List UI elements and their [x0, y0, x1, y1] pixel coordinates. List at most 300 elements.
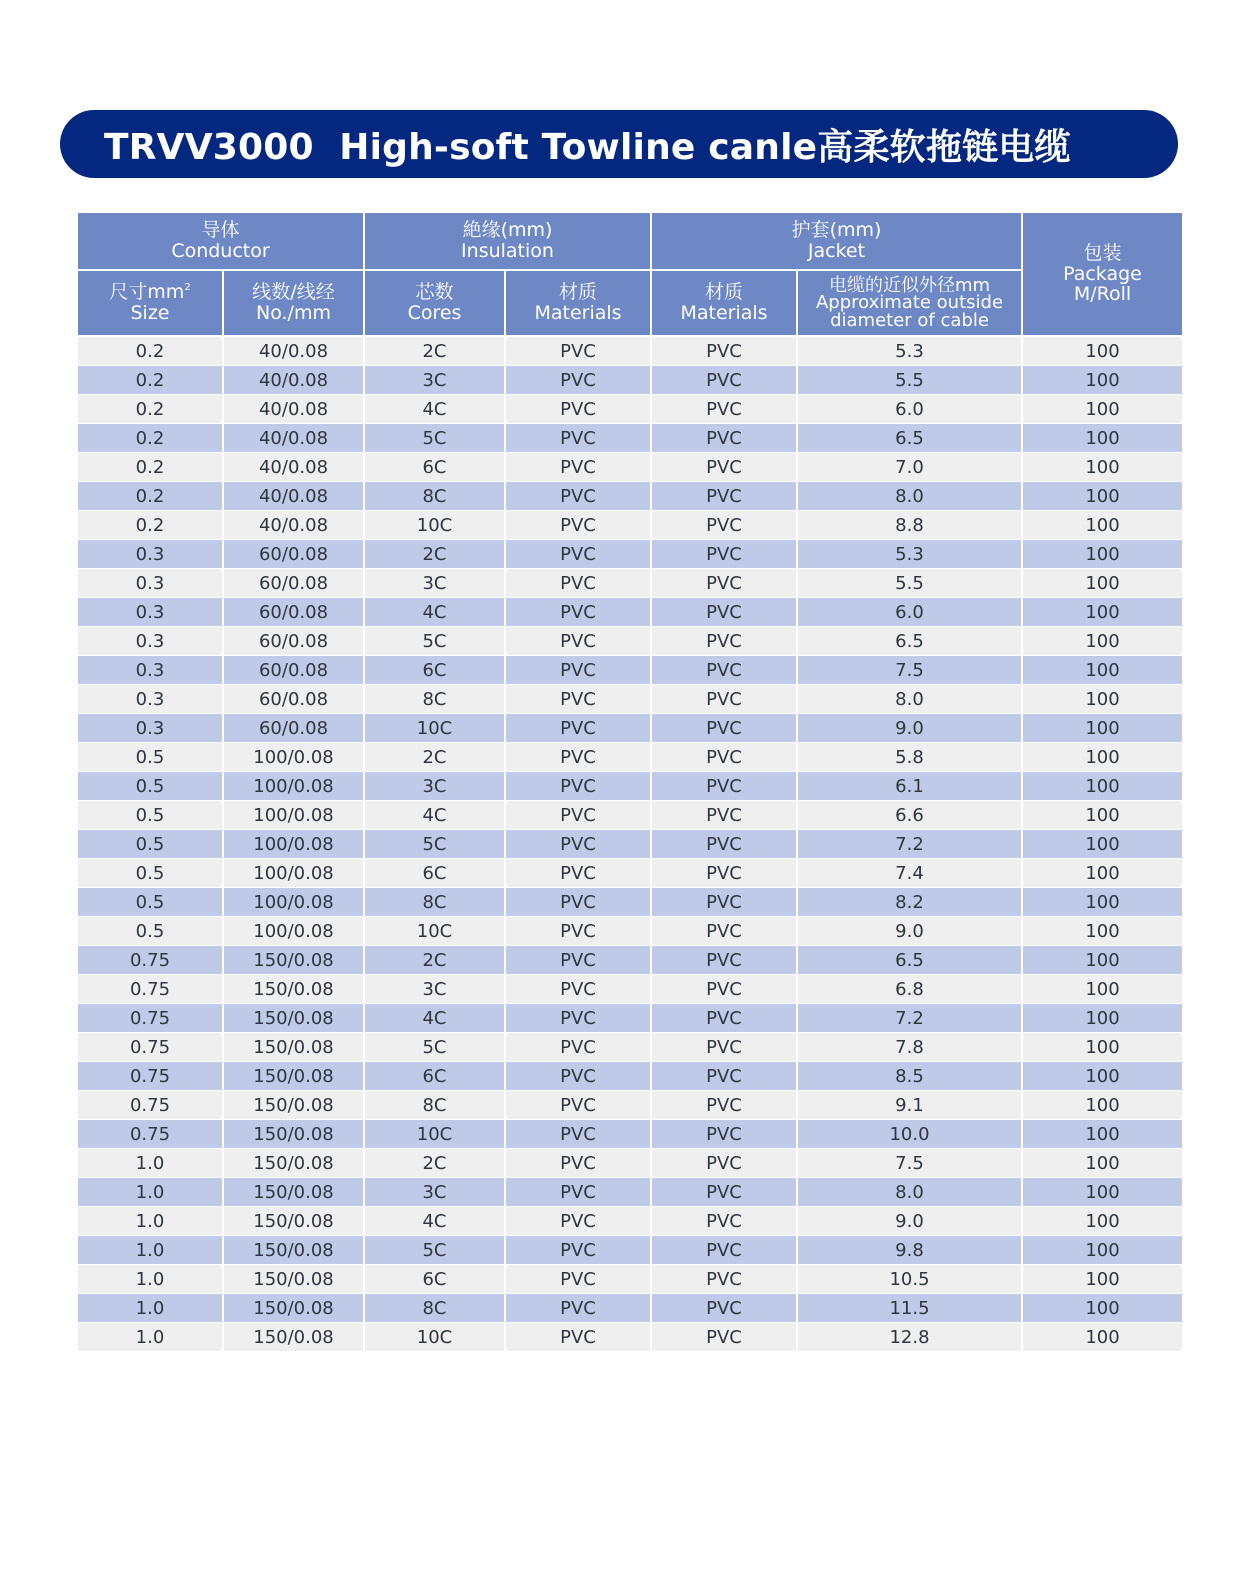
cell-package: 100 — [1022, 917, 1183, 946]
cell-jacket-material: PVC — [651, 1149, 797, 1178]
title-banner — [60, 110, 1178, 178]
cell-wire: 40/0.08 — [223, 424, 364, 453]
cell-outside-diameter: 7.8 — [797, 1033, 1022, 1062]
cell-package: 100 — [1022, 627, 1183, 656]
cell-wire: 150/0.08 — [223, 1120, 364, 1149]
cell-outside-diameter: 8.0 — [797, 482, 1022, 511]
cell-wire: 40/0.08 — [223, 511, 364, 540]
cell-jacket-material: PVC — [651, 743, 797, 772]
cell-outside-diameter: 5.5 — [797, 366, 1022, 395]
cell-cores: 4C — [364, 1207, 505, 1236]
cell-cores: 6C — [364, 859, 505, 888]
cell-insulation-material: PVC — [505, 482, 651, 511]
cell-outside-diameter: 11.5 — [797, 1294, 1022, 1323]
cell-insulation-material: PVC — [505, 1294, 651, 1323]
cell-size: 0.3 — [77, 627, 223, 656]
table-row — [77, 1091, 1183, 1120]
cell-package: 100 — [1022, 1178, 1183, 1207]
cell-package: 100 — [1022, 888, 1183, 917]
header-jacket-zh: 护套(mm) — [791, 219, 882, 242]
header-diameter-zh: 电缆的近似外径mm — [828, 274, 991, 296]
cell-insulation-material: PVC — [505, 395, 651, 424]
cell-wire: 150/0.08 — [223, 1062, 364, 1091]
cell-size: 0.2 — [77, 511, 223, 540]
cell-package: 100 — [1022, 598, 1183, 627]
cell-wire: 60/0.08 — [223, 685, 364, 714]
cell-insulation-material: PVC — [505, 569, 651, 598]
cell-insulation-material: PVC — [505, 830, 651, 859]
cell-insulation-material: PVC — [505, 1004, 651, 1033]
cell-cores: 4C — [364, 598, 505, 627]
cell-wire: 60/0.08 — [223, 540, 364, 569]
cell-outside-diameter: 7.4 — [797, 859, 1022, 888]
cell-package: 100 — [1022, 1033, 1183, 1062]
table-row — [77, 743, 1183, 772]
cell-size: 0.5 — [77, 888, 223, 917]
cell-jacket-material: PVC — [651, 801, 797, 830]
table-row — [77, 1149, 1183, 1178]
header-ins-material-zh: 材质 — [558, 281, 597, 304]
cell-package: 100 — [1022, 1091, 1183, 1120]
cell-wire: 100/0.08 — [223, 917, 364, 946]
cell-insulation-material: PVC — [505, 1033, 651, 1062]
cell-jacket-material: PVC — [651, 830, 797, 859]
cell-package: 100 — [1022, 801, 1183, 830]
cell-cores: 10C — [364, 917, 505, 946]
cell-insulation-material: PVC — [505, 946, 651, 975]
cell-size: 0.75 — [77, 975, 223, 1004]
cell-size: 1.0 — [77, 1178, 223, 1207]
cell-size: 1.0 — [77, 1265, 223, 1294]
cell-outside-diameter: 8.2 — [797, 888, 1022, 917]
cell-wire: 40/0.08 — [223, 336, 364, 366]
cell-cores: 6C — [364, 1265, 505, 1294]
cell-wire: 60/0.08 — [223, 598, 364, 627]
cell-outside-diameter: 9.0 — [797, 1207, 1022, 1236]
table-row — [77, 830, 1183, 859]
cell-jacket-material: PVC — [651, 366, 797, 395]
header-jacket-material-zh: 材质 — [704, 281, 743, 304]
cell-cores: 10C — [364, 511, 505, 540]
cell-size: 0.5 — [77, 830, 223, 859]
cell-cores: 5C — [364, 424, 505, 453]
cell-size: 0.3 — [77, 598, 223, 627]
header-wire-en: No./mm — [256, 302, 331, 324]
cell-size: 0.2 — [77, 366, 223, 395]
cell-insulation-material: PVC — [505, 1091, 651, 1120]
spec-table-body — [77, 336, 1183, 1352]
cell-package: 100 — [1022, 511, 1183, 540]
table-row — [77, 1004, 1183, 1033]
table-row — [77, 1265, 1183, 1294]
cell-insulation-material: PVC — [505, 975, 651, 1004]
cell-jacket-material: PVC — [651, 569, 797, 598]
header-row-columns — [77, 270, 1183, 336]
cell-jacket-material: PVC — [651, 975, 797, 1004]
cell-wire: 100/0.08 — [223, 743, 364, 772]
cell-jacket-material: PVC — [651, 656, 797, 685]
header-package-unit: M/Roll — [1073, 283, 1132, 306]
cell-wire: 150/0.08 — [223, 975, 364, 1004]
cell-outside-diameter: 6.5 — [797, 627, 1022, 656]
cell-outside-diameter: 7.2 — [797, 1004, 1022, 1033]
cell-outside-diameter: 5.3 — [797, 540, 1022, 569]
cell-outside-diameter: 8.0 — [797, 685, 1022, 714]
header-ins-material-en: Materials — [534, 302, 622, 324]
cell-jacket-material: PVC — [651, 772, 797, 801]
table-row — [77, 540, 1183, 569]
table-row — [77, 1178, 1183, 1207]
table-row — [77, 482, 1183, 511]
cell-wire: 60/0.08 — [223, 627, 364, 656]
table-row — [77, 946, 1183, 975]
cell-cores: 5C — [364, 627, 505, 656]
cell-package: 100 — [1022, 540, 1183, 569]
cell-outside-diameter: 10.0 — [797, 1120, 1022, 1149]
cell-jacket-material: PVC — [651, 714, 797, 743]
header-insulation — [364, 212, 651, 270]
cell-cores: 10C — [364, 1120, 505, 1149]
cell-insulation-material: PVC — [505, 1149, 651, 1178]
table-row — [77, 1236, 1183, 1265]
cell-outside-diameter: 7.0 — [797, 453, 1022, 482]
cell-wire: 100/0.08 — [223, 888, 364, 917]
cell-jacket-material: PVC — [651, 395, 797, 424]
cell-package: 100 — [1022, 1004, 1183, 1033]
cell-insulation-material: PVC — [505, 1265, 651, 1294]
cell-outside-diameter: 8.8 — [797, 511, 1022, 540]
cell-size: 0.5 — [77, 917, 223, 946]
header-size-zh-line — [78, 282, 222, 303]
cell-wire: 40/0.08 — [223, 453, 364, 482]
header-jacket-en: Jacket — [807, 240, 866, 262]
cell-jacket-material: PVC — [651, 1033, 797, 1062]
header-diameter-en-line1: Approximate outside — [815, 292, 1004, 314]
cell-package: 100 — [1022, 482, 1183, 511]
cell-outside-diameter: 5.8 — [797, 743, 1022, 772]
cell-outside-diameter: 8.0 — [797, 1178, 1022, 1207]
cell-wire: 150/0.08 — [223, 1236, 364, 1265]
cell-package: 100 — [1022, 395, 1183, 424]
header-cores — [364, 270, 505, 336]
header-row-group — [77, 212, 1183, 270]
cell-insulation-material: PVC — [505, 336, 651, 366]
cell-cores: 2C — [364, 743, 505, 772]
table-row — [77, 1062, 1183, 1091]
cell-insulation-material: PVC — [505, 859, 651, 888]
table-row — [77, 685, 1183, 714]
cell-package: 100 — [1022, 714, 1183, 743]
header-package-en: Package — [1063, 262, 1142, 285]
cell-package: 100 — [1022, 336, 1183, 366]
cell-insulation-material: PVC — [505, 627, 651, 656]
table-row — [77, 1323, 1183, 1352]
cell-outside-diameter: 9.1 — [797, 1091, 1022, 1120]
header-insulation-zh: 絶缘(mm) — [462, 219, 553, 242]
cell-wire: 60/0.08 — [223, 656, 364, 685]
table-row — [77, 801, 1183, 830]
header-outside-diameter — [797, 270, 1022, 336]
cell-cores: 8C — [364, 1294, 505, 1323]
table-row — [77, 424, 1183, 453]
cell-wire: 150/0.08 — [223, 1033, 364, 1062]
cell-outside-diameter: 9.0 — [797, 714, 1022, 743]
cell-jacket-material: PVC — [651, 859, 797, 888]
cell-cores: 3C — [364, 569, 505, 598]
cell-package: 100 — [1022, 975, 1183, 1004]
cell-package: 100 — [1022, 830, 1183, 859]
cell-cores: 8C — [364, 888, 505, 917]
header-cores-zh: 芯数 — [415, 281, 454, 304]
cell-insulation-material: PVC — [505, 540, 651, 569]
cell-insulation-material: PVC — [505, 888, 651, 917]
cell-size: 0.75 — [77, 1062, 223, 1091]
cell-package: 100 — [1022, 1236, 1183, 1265]
cell-package: 100 — [1022, 1062, 1183, 1091]
cell-outside-diameter: 6.5 — [797, 424, 1022, 453]
table-row — [77, 1294, 1183, 1323]
cell-outside-diameter: 6.6 — [797, 801, 1022, 830]
cell-outside-diameter: 6.5 — [797, 946, 1022, 975]
cell-wire: 100/0.08 — [223, 801, 364, 830]
cell-insulation-material: PVC — [505, 453, 651, 482]
cell-jacket-material: PVC — [651, 1323, 797, 1352]
cell-cores: 3C — [364, 772, 505, 801]
cell-outside-diameter: 9.0 — [797, 917, 1022, 946]
cell-insulation-material: PVC — [505, 1178, 651, 1207]
cell-jacket-material: PVC — [651, 482, 797, 511]
table-row — [77, 888, 1183, 917]
cell-outside-diameter: 7.5 — [797, 656, 1022, 685]
table-row — [77, 395, 1183, 424]
cell-cores: 5C — [364, 1033, 505, 1062]
cell-size: 0.3 — [77, 569, 223, 598]
cell-cores: 6C — [364, 453, 505, 482]
cell-jacket-material: PVC — [651, 1294, 797, 1323]
header-jacket-material — [651, 270, 797, 336]
cell-jacket-material: PVC — [651, 511, 797, 540]
table-row — [77, 1033, 1183, 1062]
table-row — [77, 627, 1183, 656]
table-row — [77, 598, 1183, 627]
cell-cores: 8C — [364, 482, 505, 511]
cell-insulation-material: PVC — [505, 772, 651, 801]
cell-size: 1.0 — [77, 1294, 223, 1323]
cell-size: 0.75 — [77, 1120, 223, 1149]
cell-jacket-material: PVC — [651, 888, 797, 917]
cell-insulation-material: PVC — [505, 685, 651, 714]
cell-size: 0.2 — [77, 424, 223, 453]
cell-size: 1.0 — [77, 1149, 223, 1178]
cell-package: 100 — [1022, 743, 1183, 772]
cell-outside-diameter: 6.8 — [797, 975, 1022, 1004]
cell-outside-diameter: 10.5 — [797, 1265, 1022, 1294]
cell-cores: 4C — [364, 395, 505, 424]
table-row — [77, 772, 1183, 801]
cell-jacket-material: PVC — [651, 424, 797, 453]
cell-package: 100 — [1022, 1207, 1183, 1236]
cell-insulation-material: PVC — [505, 511, 651, 540]
table-row — [77, 366, 1183, 395]
cell-insulation-material: PVC — [505, 1323, 651, 1352]
cell-jacket-material: PVC — [651, 540, 797, 569]
header-diameter-en-line2: diameter of cable — [830, 309, 989, 331]
table-row — [77, 714, 1183, 743]
cell-size: 0.5 — [77, 772, 223, 801]
cell-size: 0.3 — [77, 656, 223, 685]
cell-package: 100 — [1022, 569, 1183, 598]
cell-outside-diameter: 8.5 — [797, 1062, 1022, 1091]
page-title: TRVV3000 High-soft Towline canle高柔软拖链电缆 — [104, 126, 1071, 168]
cell-outside-diameter: 9.8 — [797, 1236, 1022, 1265]
header-wire — [223, 270, 364, 336]
cell-wire: 40/0.08 — [223, 482, 364, 511]
cell-cores: 3C — [364, 366, 505, 395]
cell-insulation-material: PVC — [505, 1062, 651, 1091]
cell-size: 0.5 — [77, 743, 223, 772]
header-insulation-en: Insulation — [461, 240, 554, 262]
cell-jacket-material: PVC — [651, 946, 797, 975]
cell-jacket-material: PVC — [651, 453, 797, 482]
cell-cores: 2C — [364, 540, 505, 569]
cell-size: 0.3 — [77, 540, 223, 569]
cell-cores: 10C — [364, 714, 505, 743]
cell-wire: 150/0.08 — [223, 946, 364, 975]
cell-size: 0.5 — [77, 801, 223, 830]
cell-package: 100 — [1022, 656, 1183, 685]
cell-wire: 150/0.08 — [223, 1323, 364, 1352]
cell-wire: 100/0.08 — [223, 772, 364, 801]
cell-size: 0.5 — [77, 859, 223, 888]
cell-wire: 150/0.08 — [223, 1091, 364, 1120]
cell-insulation-material: PVC — [505, 1207, 651, 1236]
cell-cores: 2C — [364, 336, 505, 366]
table-row — [77, 975, 1183, 1004]
header-conductor-en: Conductor — [171, 240, 270, 262]
cell-package: 100 — [1022, 946, 1183, 975]
cell-insulation-material: PVC — [505, 366, 651, 395]
header-conductor-zh: 导体 — [201, 219, 240, 242]
cell-cores: 2C — [364, 946, 505, 975]
header-package-zh: 包装 — [1083, 241, 1122, 264]
cell-insulation-material: PVC — [505, 1120, 651, 1149]
cell-insulation-material: PVC — [505, 424, 651, 453]
cell-wire: 150/0.08 — [223, 1265, 364, 1294]
spec-table — [76, 211, 1184, 1352]
cell-jacket-material: PVC — [651, 1207, 797, 1236]
table-row — [77, 511, 1183, 540]
header-jacket-material-en: Materials — [680, 302, 768, 324]
cell-cores: 3C — [364, 1178, 505, 1207]
cell-package: 100 — [1022, 772, 1183, 801]
cell-cores: 8C — [364, 685, 505, 714]
cell-cores: 10C — [364, 1323, 505, 1352]
cell-size: 0.2 — [77, 395, 223, 424]
cell-size: 0.3 — [77, 685, 223, 714]
table-row — [77, 1120, 1183, 1149]
table-row — [77, 336, 1183, 366]
cell-size: 0.75 — [77, 1004, 223, 1033]
cell-cores: 2C — [364, 1149, 505, 1178]
cell-jacket-material: PVC — [651, 1120, 797, 1149]
cell-wire: 150/0.08 — [223, 1207, 364, 1236]
cell-wire: 40/0.08 — [223, 366, 364, 395]
cell-jacket-material: PVC — [651, 1004, 797, 1033]
header-size-zh: 尺寸mm — [109, 281, 185, 304]
cell-wire: 150/0.08 — [223, 1294, 364, 1323]
cell-wire: 60/0.08 — [223, 714, 364, 743]
cell-outside-diameter: 5.3 — [797, 336, 1022, 366]
cell-outside-diameter: 6.0 — [797, 395, 1022, 424]
cell-outside-diameter: 12.8 — [797, 1323, 1022, 1352]
cell-size: 0.2 — [77, 336, 223, 366]
header-size-sup: 2 — [184, 282, 191, 294]
cell-size: 0.2 — [77, 453, 223, 482]
header-wire-zh: 线数/线经 — [252, 281, 335, 304]
cell-cores: 5C — [364, 1236, 505, 1265]
table-row — [77, 656, 1183, 685]
table-row — [77, 569, 1183, 598]
cell-insulation-material: PVC — [505, 714, 651, 743]
cell-cores: 6C — [364, 656, 505, 685]
cell-size: 0.75 — [77, 1033, 223, 1062]
cell-jacket-material: PVC — [651, 1062, 797, 1091]
cell-wire: 60/0.08 — [223, 569, 364, 598]
cell-cores: 8C — [364, 1091, 505, 1120]
cell-cores: 5C — [364, 830, 505, 859]
cell-package: 100 — [1022, 424, 1183, 453]
cell-insulation-material: PVC — [505, 598, 651, 627]
cell-size: 1.0 — [77, 1207, 223, 1236]
header-cores-en: Cores — [407, 302, 462, 324]
cell-size: 0.2 — [77, 482, 223, 511]
cell-jacket-material: PVC — [651, 1236, 797, 1265]
cell-wire: 100/0.08 — [223, 830, 364, 859]
cell-outside-diameter: 7.5 — [797, 1149, 1022, 1178]
cell-wire: 100/0.08 — [223, 859, 364, 888]
cell-size: 0.75 — [77, 946, 223, 975]
cell-outside-diameter: 6.1 — [797, 772, 1022, 801]
cell-package: 100 — [1022, 366, 1183, 395]
cell-outside-diameter: 5.5 — [797, 569, 1022, 598]
cell-wire: 150/0.08 — [223, 1004, 364, 1033]
cell-wire: 150/0.08 — [223, 1149, 364, 1178]
cell-wire: 150/0.08 — [223, 1178, 364, 1207]
cell-package: 100 — [1022, 1294, 1183, 1323]
header-size-en: Size — [130, 302, 170, 324]
cell-jacket-material: PVC — [651, 1178, 797, 1207]
header-package — [1022, 212, 1183, 336]
cell-size: 0.3 — [77, 714, 223, 743]
cell-insulation-material: PVC — [505, 1236, 651, 1265]
header-size — [77, 270, 223, 336]
cell-package: 100 — [1022, 1149, 1183, 1178]
cell-jacket-material: PVC — [651, 1265, 797, 1294]
table-row — [77, 917, 1183, 946]
table-row — [77, 453, 1183, 482]
cell-outside-diameter: 7.2 — [797, 830, 1022, 859]
cell-insulation-material: PVC — [505, 801, 651, 830]
cell-insulation-material: PVC — [505, 656, 651, 685]
cell-size: 0.75 — [77, 1091, 223, 1120]
cell-jacket-material: PVC — [651, 598, 797, 627]
cell-jacket-material: PVC — [651, 917, 797, 946]
cell-package: 100 — [1022, 859, 1183, 888]
cell-package: 100 — [1022, 453, 1183, 482]
table-row — [77, 859, 1183, 888]
cell-jacket-material: PVC — [651, 1091, 797, 1120]
cell-jacket-material: PVC — [651, 336, 797, 366]
